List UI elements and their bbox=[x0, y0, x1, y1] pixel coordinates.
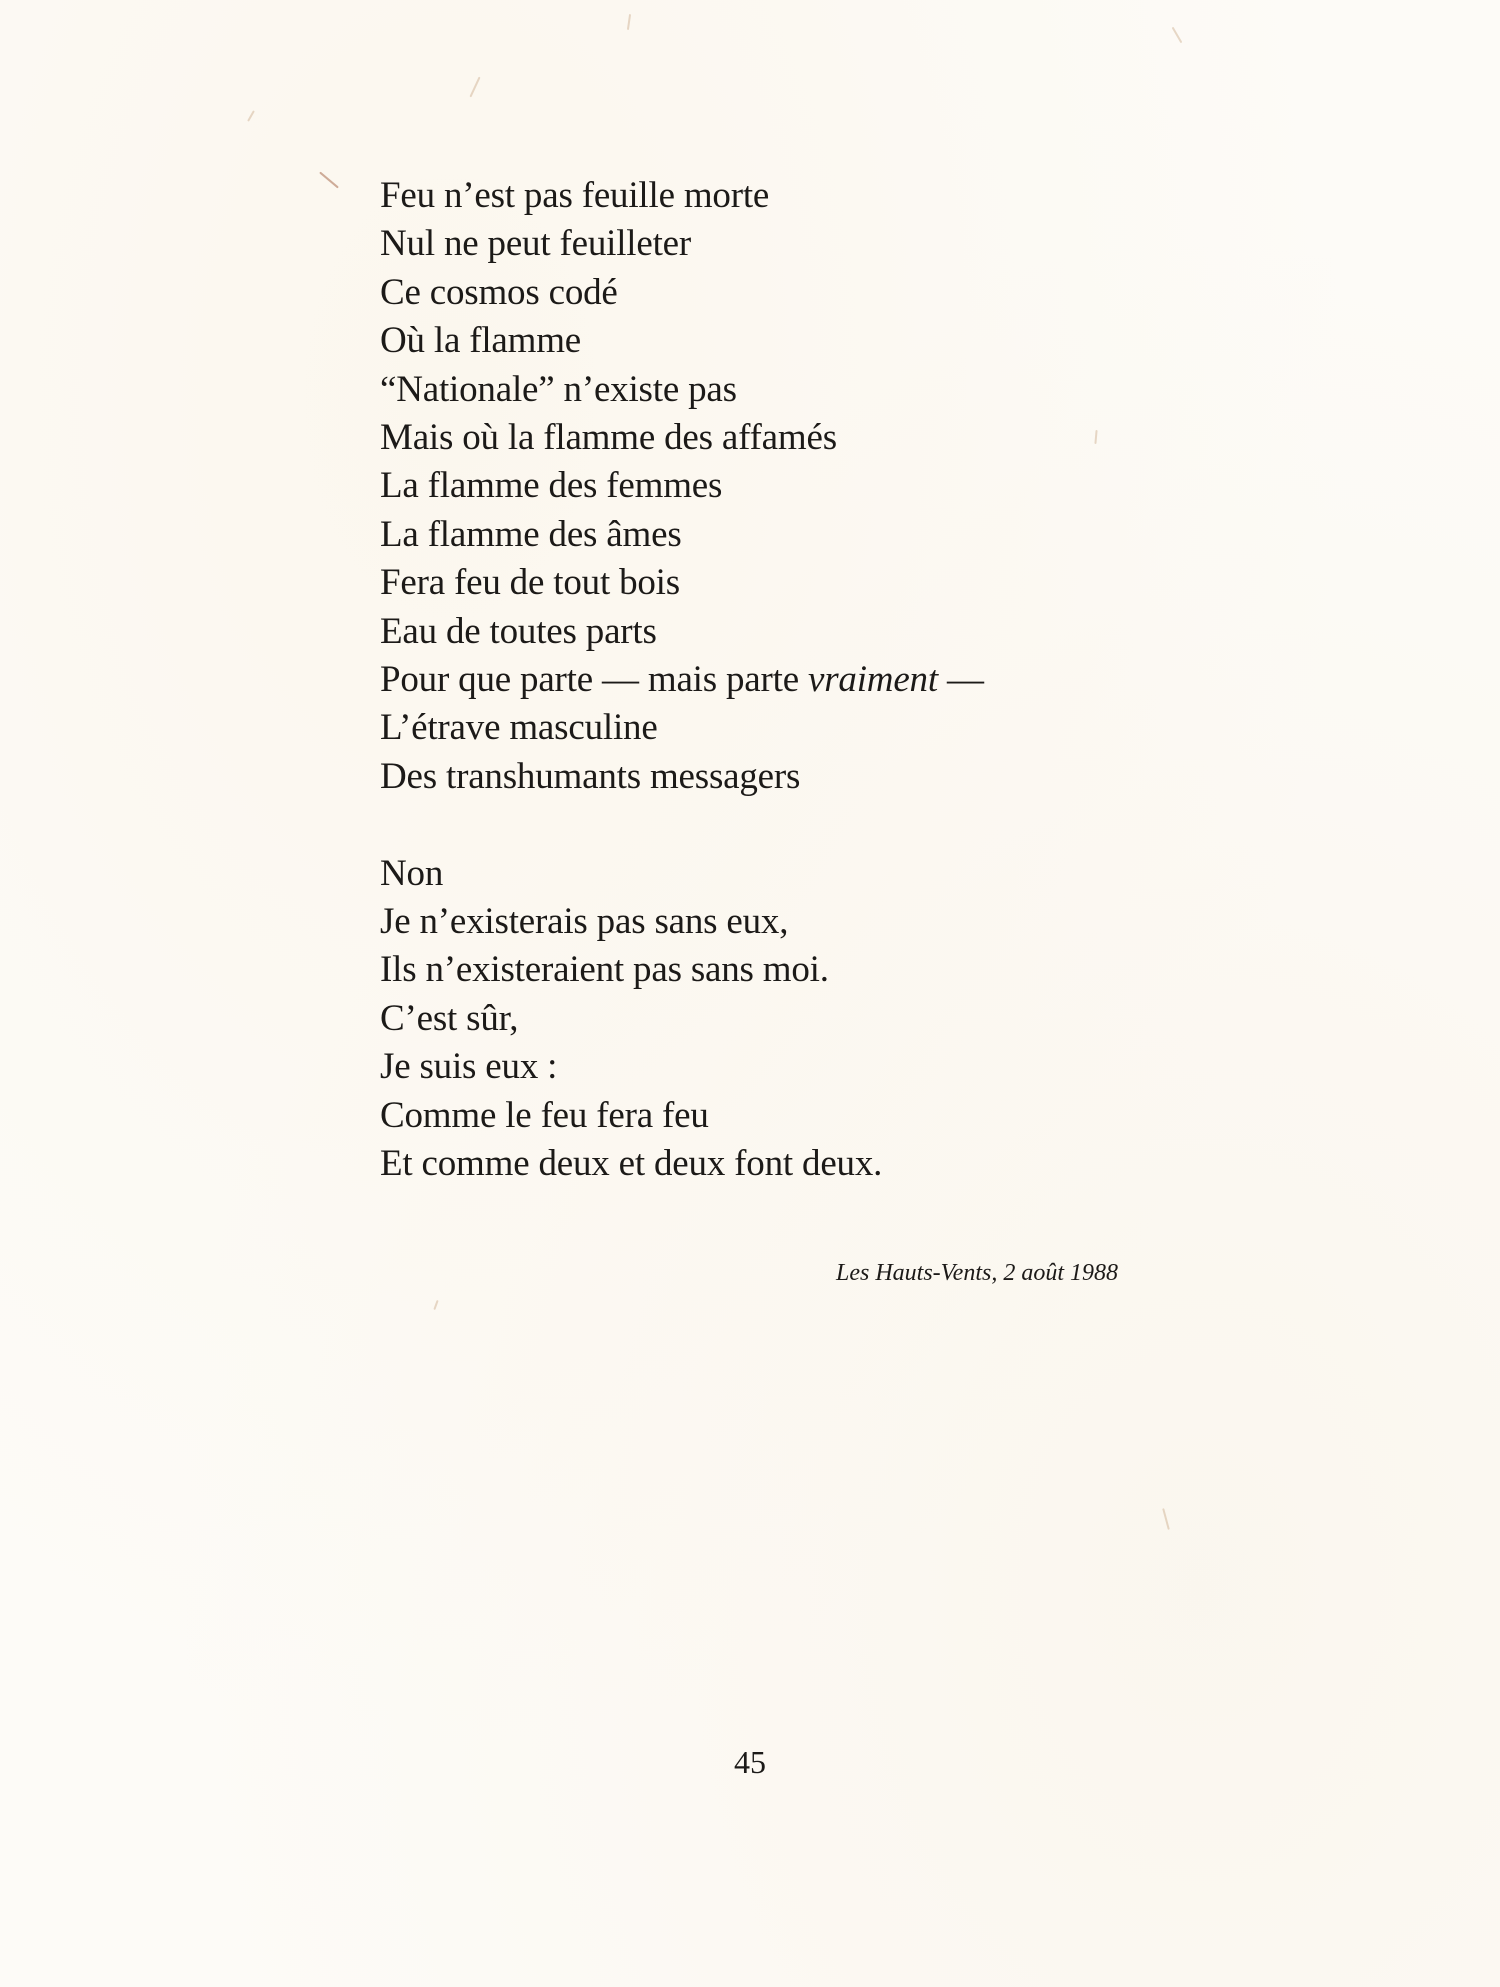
verse-line: Mais où la flamme des affamés bbox=[380, 417, 837, 459]
verse-line: La flamme des âmes bbox=[380, 513, 682, 555]
verse-line: Je suis eux : bbox=[380, 1046, 558, 1088]
paper-fiber bbox=[433, 1300, 438, 1310]
verse-line: Nul ne peut feuilleter bbox=[380, 223, 692, 265]
verse-line: Comme le feu fera feu bbox=[380, 1094, 709, 1136]
verse-line: La flamme des femmes bbox=[380, 465, 723, 507]
verse-line: C’est sûr, bbox=[380, 997, 519, 1039]
emphasis-word: vraiment bbox=[808, 659, 938, 701]
verse-line: Eau de toutes parts bbox=[380, 610, 657, 652]
paper-fiber bbox=[247, 110, 255, 121]
verse-line: “Nationale” n’existe pas bbox=[380, 368, 737, 410]
verse-line-with-emphasis bbox=[380, 656, 984, 704]
verse-line: L’étrave masculine bbox=[380, 707, 658, 749]
paper-fiber bbox=[1094, 430, 1097, 444]
paper-fiber bbox=[1162, 1508, 1170, 1530]
verse-line: Feu n’est pas feuille morte bbox=[380, 175, 770, 216]
verse-line: Non bbox=[380, 852, 444, 894]
paper-fiber bbox=[319, 172, 339, 189]
verse-line: Et comme deux et deux font deux. bbox=[380, 1143, 883, 1185]
verse-line: Ce cosmos codé bbox=[380, 271, 618, 313]
verse-line: Où la flamme bbox=[380, 320, 582, 362]
place-date-signature: Les Hauts-Vents, 2 août 1988 bbox=[836, 1260, 1118, 1286]
poem bbox=[380, 172, 984, 1189]
verse-text: — bbox=[937, 659, 984, 701]
page-number: 45 bbox=[734, 1744, 766, 1780]
stanza-2 bbox=[380, 850, 984, 1189]
verse-text: Pour que parte — mais parte bbox=[380, 659, 808, 701]
paper-fiber bbox=[627, 14, 631, 30]
paper-fiber bbox=[469, 77, 480, 98]
paper-fiber bbox=[1172, 27, 1183, 44]
verse-line: Ils n’existeraient pas sans moi. bbox=[380, 949, 829, 991]
stanza-1 bbox=[380, 172, 984, 801]
verse-line: Fera feu de tout bois bbox=[380, 562, 680, 604]
verse-line: Des transhumants messagers bbox=[380, 755, 801, 797]
verse-line: Je n’existerais pas sans eux, bbox=[380, 901, 789, 943]
